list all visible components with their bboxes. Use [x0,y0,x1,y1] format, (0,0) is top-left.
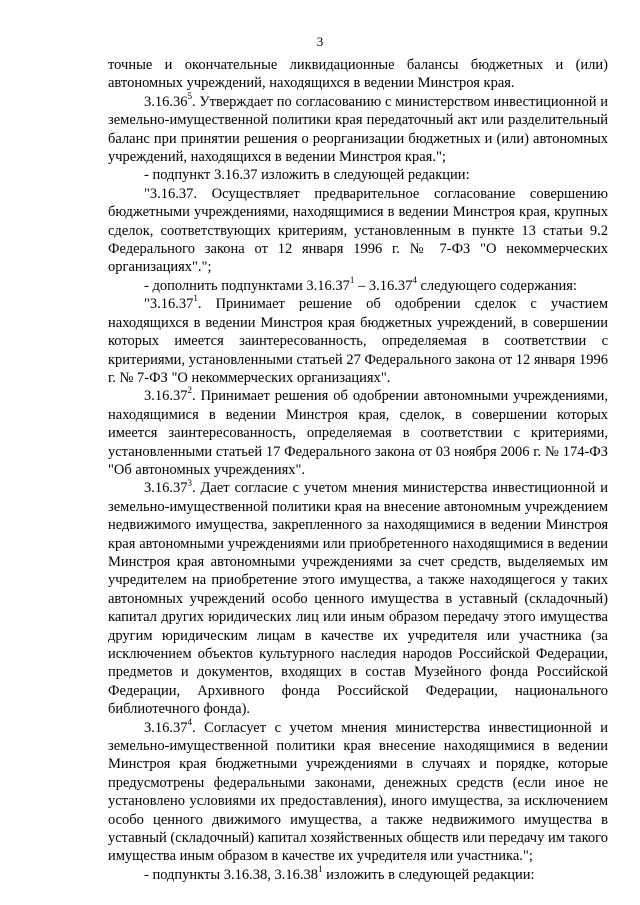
paragraph-p-3-16-37-2 [108,387,608,479]
paragraph-p-3-16-37-4 [108,716,608,866]
paragraph-p-3-16-37-1 [108,295,608,387]
text-run: 3.16.37 [144,388,188,405]
text-run: - подпункт 3.16.37 изложить в следующей редакции: [144,167,470,184]
superscript: 1 [349,275,355,286]
text-run: изложить в следующей редакции: [322,866,535,883]
text-run: - дополнить подпунктами 3.16.37 [144,277,350,294]
text-run: . Принимает решение об одобрении сделок с участием находящихся в ведении Минстроя края бюджетных учреждений, в совершении которых имеется заинтересованность, определяемая в соответствии с критериями, установленными статьей 27 Федерального закона от 12 января 1996 г. № 7-ФЗ "О некоммерческих организациях". [108,296,608,386]
paragraph-p-3-16-37 [108,185,608,277]
text-run: следующего содержания: [416,277,577,294]
superscript: 2 [187,385,192,396]
paragraph-p-balances [108,56,608,93]
document-body [108,56,608,884]
text-run: 3.16.36 [144,93,188,110]
paragraph-p-amend-add [108,277,608,295]
superscript: 1 [318,864,323,875]
superscript: 3 [187,477,192,488]
text-run: "3.16.37. Осуществляет предварительное согласование совершению бюджетными учреждениями, находящимися в ведении Минстроя края, крупных сделок, соответствующих критериям, установленным в пункте 13 статьи 9.2 Федерального закона от 12 января 1996 г. № 7-ФЗ "О некоммерческих организациях"."; [108,185,608,276]
text-run: - подпункты 3.16.38, 3.16.38 [144,866,318,883]
paragraph-p-amend-3-16-38 [108,866,608,884]
text-run: . Согласует с учетом мнения министерства инвестиционной и земельно-имущественной политики края внесение находящимися в ведении Минстроя края бюджетными учреждениями в случаях и порядке, которые предусмотрены федеральными законами, денежных средств (если иное не установлено условиями их предоставления), иного имущества, за исключением особо ценного движимого имущества, а также недвижимого имущества в уставный (складочный) капитал хозяйственных обществ или передачу им такого имущества иным образом в качестве их учредителя или участника."; [108,719,608,865]
text-run: "3.16.37 [144,296,194,313]
text-run: . Утверждает по согласованию с министерством инвестиционной и земельно-имущественной политики края передаточный акт или разделительный баланс при принятии решения о реорганизации бюджетных и (или) автономных учреждений, находящихся в ведении Минстроя края."; [108,93,608,166]
superscript: 4 [187,716,192,727]
text-run: . Принимает решения об одобрении автономными учреждениями, находящимися в ведении Минстроя края, сделок, в совершении которых имеется заинтересованность, определяемая в соответствии с критериями, установленными статьей 17 Федерального закона от 03 ноября 2006 г. № 174-ФЗ "Об автономных учреждениях". [108,388,608,478]
paragraph-p-amend-3-16-37 [108,166,608,184]
paragraph-p-3-16-36-5 [108,90,608,167]
text-run: – 3.16.37 [354,277,413,294]
superscript: 1 [193,293,198,304]
text-run: 3.16.37 [144,480,188,497]
page-number: 3 [316,34,324,49]
superscript: 4 [412,275,417,286]
text-run: . Дает согласие с учетом мнения министерства инвестиционной и земельно-имущественной политики края на внесение автономным учреждением недвижимого имущества, закрепленного за находящимися в ведении Минстроя края автономными учреждениями или приобретенного находящимися в ведении Минстроя края автономными учреждениями за счет средств, выделяемых им учредителем на приобретение этого имущества, а также находящегося у таких автономных учреждений особо ценного имущества в уставный (складочный) капитал других юридических лиц или иным образом передачу этого имущества другим юридическим лицам в качестве их учредителя или участника (за исключением объектов культурного наследия народов Российской Федерации, предметов и документов, входящих в состав Музейного фонда Российской Федерации, Архивного фонда Российской Федерации, национального библиотечного фонда). [108,480,608,718]
text-run: точные и окончательные ликвидационные балансы бюджетных и (или) автономных учреждений, находящихся в ведении Минстроя края. [108,57,608,92]
paragraph-p-3-16-37-3 [108,479,608,718]
text-run: 3.16.37 [144,719,188,736]
superscript: 5 [187,90,192,101]
